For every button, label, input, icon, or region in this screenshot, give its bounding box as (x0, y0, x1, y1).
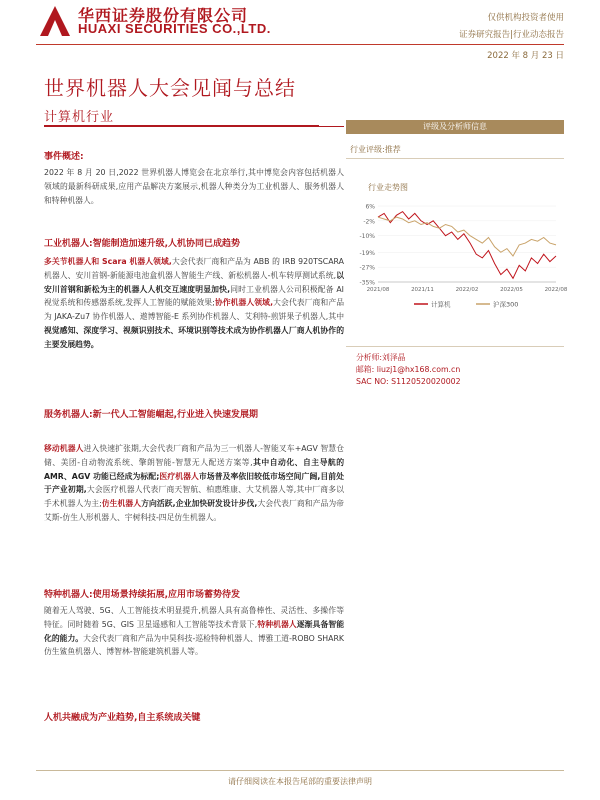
cobot-label: 协作机器人领域, (214, 298, 274, 308)
rating-value: 推荐 (384, 145, 401, 154)
analyst-info (356, 352, 461, 388)
medical-robot-label: 医疗机器人 (159, 471, 199, 481)
service-heading: 服务机器人:新一代人工智能崛起,行业进入快速发展期 (44, 410, 259, 420)
analyst-email[interactable]: 邮箱: liuzj1@hx168.com.cn (356, 365, 461, 374)
report-type: 证券研究报告|行业动态报告 (459, 30, 564, 40)
special-text-b: 大会代表厂商和产品为中昊科技-巡检特种机器人、博雅工道-ROBO SHARK 仿生鲨鱼机器人、博智林-智能建筑机器人等。 (44, 633, 344, 657)
footer-divider (36, 770, 564, 771)
multi-joint-label: 多关节机器人和 Scara 机器人领域, (44, 257, 172, 266)
service-emphasis-1: 其中自动化、自主导航的 AMR、AGV 功能已经成为标配; (44, 457, 345, 481)
special-heading: 特种机器人:使用场景持续拓展,应用市场蓄势待发 (44, 590, 241, 600)
company-logo (36, 2, 74, 38)
service-text-b: 大会医疗机器人代表厂商天智航、柏惠维康、大艾机器人等,其中厂商多以手术机器人为主; (44, 485, 344, 509)
y-tick-label: -35% (359, 279, 375, 287)
final-heading: 人机共融成为产业趋势,自主系统成关键 (44, 713, 201, 723)
mobile-robot-label: 移动机器人 (44, 444, 84, 453)
y-tick-label: -19% (359, 249, 375, 257)
industrial-emphasis: 以安川首钢和新松为主的机器人人机交互速度明显加快, (44, 270, 344, 294)
service-text-a: 进入快速扩张期,大会代表厂商和产品为三一机器人-智能叉车+AGV 智慧仓储、美团-自动物流系统、擎朗智能-智慧无人配送方案等, (44, 444, 344, 467)
industry-rating (350, 144, 401, 155)
x-tick-label: 2022/02 (455, 287, 479, 293)
service-emphasis-2: 市场普及率依旧较低市场空间广阔,目前处于产业初期, (44, 471, 344, 495)
subtitle-underline-thin (319, 126, 344, 127)
panel-divider-1 (346, 158, 564, 159)
industrial-text-a: 大会代表厂商和产品为 ABB 的 IRB 920TSCARA 机器人、安川首钢-新能源电池盒机器人智能生产线、新松机器人-机车转厚测试系统, (44, 257, 344, 280)
industrial-text-b: 同时工业机器人公司积极配备 AI 视觉系统和传感器系统,发挥人工智能的赋能效果; (44, 284, 344, 308)
trend-chart (346, 198, 568, 318)
bionic-robot-label: 仿生机器人 (101, 499, 142, 509)
special-robot-label: 特种机器人 (257, 619, 297, 629)
analyst-sac: SAC NO: S1120520020002 (356, 377, 461, 386)
legend-label: 计算机 (431, 300, 451, 309)
x-tick-label: 2021/11 (411, 287, 434, 293)
series-line (378, 217, 556, 256)
service-text-c: 大会代表厂商和产品为帝艾斯-仿生人形机器人、宇树科技-四足仿生机器人。 (44, 499, 344, 522)
special-paragraph (44, 604, 344, 659)
panel-divider-2 (346, 346, 564, 347)
report-subtitle: 计算机行业 (44, 110, 115, 125)
x-tick-label: 2022/05 (500, 287, 523, 293)
subtitle-underline (44, 125, 319, 127)
industrial-paragraph-1 (44, 255, 344, 352)
overview-heading: 事件概述: (44, 152, 84, 162)
y-tick-label: 6% (365, 203, 375, 211)
x-tick-label: 2022/08 (544, 287, 568, 293)
audience-note: 仅供机构投资者使用 (487, 13, 564, 23)
rating-label: 行业评级: (350, 145, 385, 154)
trend-chart-title: 行业走势图 (368, 183, 408, 192)
cobot-text: 大会代表厂商和产品为 JAKA-Zu7 协作机器人、遨博智能-E 系列协作机器人、艾利特-煎饼果子机器人,其中 (44, 298, 344, 322)
y-tick-label: -2% (363, 218, 375, 226)
report-date: 2022 年 8 月 23 日 (487, 51, 564, 61)
y-tick-label: -27% (359, 264, 375, 272)
header-divider (36, 44, 564, 45)
legal-footer-note: 请仔细阅读在本报告尾部的重要法律声明 (228, 777, 372, 786)
legend-label: 沪深300 (493, 300, 519, 309)
service-emphasis-3: 方向活跃,企业加快研发设计步伐, (141, 499, 258, 509)
overview-paragraph: 2022 年 8 月 20 日,2022 世界机器人博览会在北京举行,其中博览会内容包括机器人领域的最新科研成果,应用产品解决方案展示,机器人种类分为工业机器人、服务机器人和特种机器人。 (44, 168, 344, 205)
analyst-name: 分析师:刘泽晶 (356, 353, 406, 362)
service-paragraph (44, 442, 344, 525)
company-name-cn: 华西证券股份有限公司 (78, 6, 249, 25)
special-text-a: 随着无人驾驶、5G、人工智能技术明显提升,机器人具有高鲁棒性、灵活性、多操作等特征。同时随着 5G、GIS 卫星遥感和人工智能等技术背景下, (44, 606, 344, 629)
panel-header: 评级及分析师信息 (346, 120, 564, 134)
x-tick-label: 2021/08 (366, 287, 390, 293)
industrial-heading: 工业机器人:智能制造加速升级,人机协同已成趋势 (44, 239, 241, 249)
series-line (378, 212, 556, 279)
special-emphasis: 逐渐具备智能化的能力。 (44, 619, 345, 643)
company-name-en: HUAXI SECURITIES CO.,LTD. (78, 21, 271, 36)
y-tick-label: -10% (359, 233, 375, 241)
cobot-emphasis: 视觉感知、深度学习、视频识别技术、环境识别等技术成为协作机器人厂商人机协作的主要发展趋势。 (44, 325, 344, 349)
report-title: 世界机器人大会见闻与总结 (44, 76, 296, 100)
